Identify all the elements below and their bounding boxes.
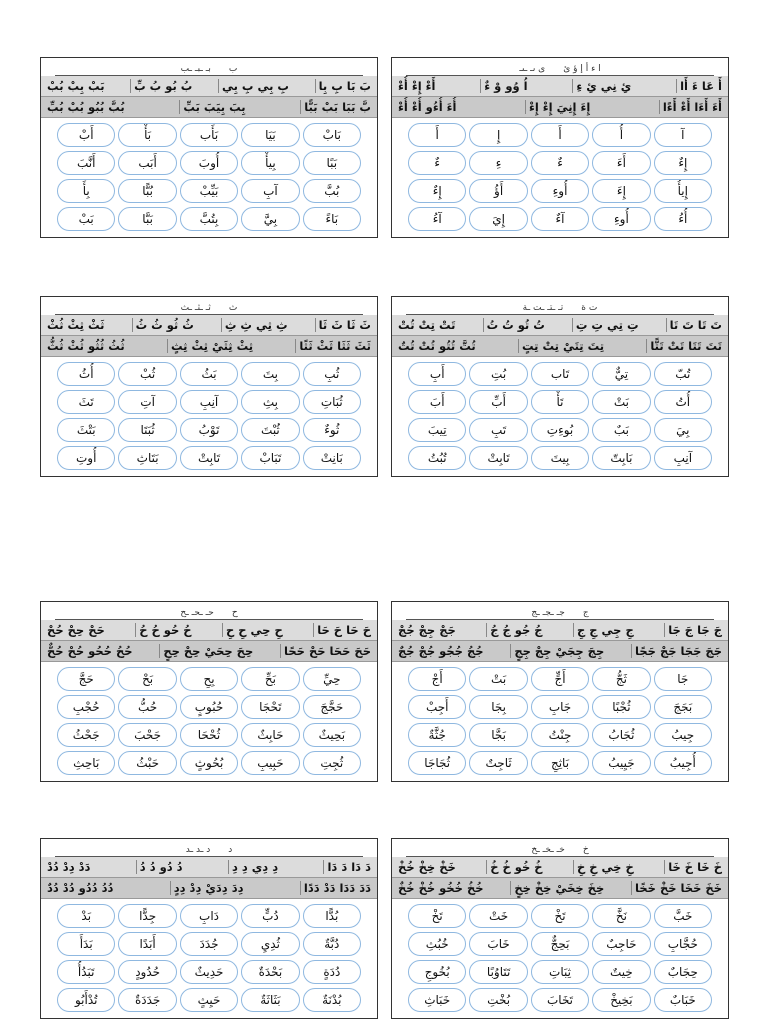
letter-card-da [40, 838, 378, 1019]
word-pill: أَبَب [118, 151, 176, 175]
letter-card-alif [391, 57, 729, 238]
word-pill: بَأَب [180, 123, 238, 147]
syllable-group: ثَ ثَا ثَ ثَا [315, 318, 374, 332]
syllable-group: ثُ ثُو ثُ ثُ [132, 318, 197, 332]
word-pill: أُوتِ [57, 446, 115, 470]
word-pill: أَجٍّ [531, 667, 589, 691]
word-pill: أَبَ [408, 390, 466, 414]
word-pill: جِنْتُ [531, 723, 589, 747]
card-heading [406, 58, 714, 76]
syllable-group: جُ جُو جُ جُ [486, 623, 545, 637]
word-pill: بُبًّا [118, 179, 176, 203]
word-pill: بَاءً [303, 207, 361, 231]
word-pill: حُدُودٍ [118, 960, 176, 984]
syllable-group: ثَثَ ثَثَا ثَثْ ثَثًا [295, 339, 374, 353]
word-pill: آءٌ [531, 207, 589, 231]
word-pill: حَبِيبِ [241, 751, 299, 775]
word-pill: تُبُتُ [408, 446, 466, 470]
word-pill: حِجَابٌ [654, 960, 712, 984]
syllable-group: أُءَ أُءُو أُءْ أُءْ [398, 100, 457, 114]
word-pill: أُثُ [57, 362, 115, 386]
syllable-row1 [41, 857, 377, 878]
word-pill: بُتِ [469, 362, 527, 386]
word-pill: بَيِّبْ [180, 179, 238, 203]
word-pill: بِيتَ [531, 446, 589, 470]
word-pill: حُجْبِ [57, 695, 115, 719]
word-pill: بَجَّا [469, 723, 527, 747]
syllable-group: بِبَ بِيَبَ بَبِّ [179, 100, 248, 114]
word-pill: أُ [592, 123, 650, 147]
word-pill: بِحِ [180, 667, 238, 691]
word-pill: حَدِيثٌ [180, 960, 238, 984]
card-heading [406, 602, 714, 620]
word-pill: تَأْ [531, 390, 589, 414]
word-pill: تَبِ [469, 418, 527, 442]
heading-letter-form: تـ ـتـ ـت ـة [522, 303, 564, 313]
word-pill: إِءَ [592, 179, 650, 203]
heading-letter-form: ج [582, 608, 589, 618]
word-pill: حَجَّجَ [303, 695, 361, 719]
heading-letter-form: ت ة [581, 303, 598, 313]
word-pill: تَاب [531, 362, 589, 386]
heading-letter-form: جـ ـجـ ـج [531, 608, 565, 618]
word-pill: بَدَأَ [57, 932, 115, 956]
word-pill: بَبٌ [592, 418, 650, 442]
word-pill: بَبَّا [118, 207, 176, 231]
word-pill: بَحِجٌّ [531, 932, 589, 956]
letter-card-tha [40, 296, 378, 477]
word-pill: حُبُوبٍ [180, 695, 238, 719]
word-pill: أَنَّبَ [57, 151, 115, 175]
word-pill: ثَجُّ [592, 667, 650, 691]
syllable-group: حِ حِي حِ حِ [222, 623, 286, 637]
syllable-group: تِتَ تِتَيْ تِتْ تِتٍ [518, 339, 607, 353]
heading-letter-form: ب [228, 64, 238, 74]
word-pill: بَدْ [57, 904, 115, 928]
heading-letter-form: خ [582, 845, 589, 855]
word-pill: بَبًا [303, 151, 361, 175]
syllable-group: خَ خَا خَ خَا [664, 860, 725, 874]
syllable-group: حِحَ حِحَيْ حِحْ حِحٍ [159, 644, 256, 658]
word-pill: أَبَدًا [118, 932, 176, 956]
syllable-group: دَدْ دِدْ دُدْ [47, 860, 91, 874]
word-pill: خِيتٌ [592, 960, 650, 984]
word-grid [41, 357, 377, 476]
heading-letter-form: ا ء أ إ ؤ ئ [563, 64, 601, 74]
word-pill: أُوبَ [180, 151, 238, 175]
syllable-group: جِ جِي جِ جِ [573, 623, 637, 637]
word-pill: بِيَّ [241, 207, 299, 231]
syllable-row2 [392, 878, 728, 899]
heading-letter-form: ث [228, 303, 238, 313]
word-pill: إِيَ [469, 207, 527, 231]
word-pill: تَخْ [531, 904, 589, 928]
syllable-group: بَّ بَبَا بَبْ بَبًّا [300, 100, 374, 114]
syllable-row1 [41, 76, 377, 97]
word-pill: ءٌ [408, 151, 466, 175]
word-pill: بَتْ [469, 667, 527, 691]
word-pill: أَ [408, 123, 466, 147]
word-pill: جُدَدَ [180, 932, 238, 956]
word-pill: آءُ [408, 207, 466, 231]
word-pill: بَثُ [180, 362, 238, 386]
card-heading [406, 839, 714, 857]
heading-letter-form: ى ىـ ـىـ [519, 64, 546, 74]
word-pill: بِثِ [241, 390, 299, 414]
word-pill: تُدْأَبُو [57, 988, 115, 1012]
word-pill: بَحْدَةٌ [241, 960, 299, 984]
syllable-group: ثِثْ ثِثَيْ ثِثْ ثِثٍ [167, 339, 256, 353]
heading-letter-form: ح [231, 608, 238, 618]
word-pill: حَاجِبٌ [592, 932, 650, 956]
word-pill: بِتَ [241, 362, 299, 386]
word-pill: بَبْ [57, 207, 115, 231]
syllable-row1 [392, 315, 728, 336]
word-pill: بَثَاثَةٌ [241, 988, 299, 1012]
word-pill: دُدَةٍ [303, 960, 361, 984]
word-pill: بُخْتِ [469, 988, 527, 1012]
word-pill: أَؤُ [469, 179, 527, 203]
word-pill: آنِبِ [180, 390, 238, 414]
word-pill: آبِ [241, 179, 299, 203]
word-pill: آتِ [118, 390, 176, 414]
word-pill: إِ [469, 123, 527, 147]
word-grid [392, 118, 728, 237]
word-pill: دُبَّةٌ [303, 932, 361, 956]
letter-card-ha [40, 601, 378, 782]
syllable-group: خَخَ خَخَا خَخْ خَخًا [631, 881, 725, 895]
card-heading [406, 297, 714, 315]
word-grid [41, 899, 377, 1018]
syllable-group: جُجُ جُجُو جُجْ جُجٌ [398, 644, 484, 658]
word-pill: خَبَّ [654, 904, 712, 928]
syllable-group: ئِ نِي ئِ ءِ [572, 79, 634, 93]
word-pill: ثُبَاتِ [303, 390, 361, 414]
word-pill: جَحْبَ [118, 723, 176, 747]
word-pill: بَاحِثِ [57, 751, 115, 775]
syllable-group: خَخْ خِخْ خُخْ [398, 860, 456, 874]
syllable-group: دِ دِي دِ دِ [228, 860, 281, 874]
word-pill: أُءُ [654, 207, 712, 231]
syllable-row2 [392, 641, 728, 662]
letter-card-ba [40, 57, 378, 238]
word-pill: بُبَّ [303, 179, 361, 203]
syllable-group: جَجَ جَجَا جَجْ جَجًا [631, 644, 725, 658]
word-pill: بُدْنَةٌ [303, 988, 361, 1012]
word-pill: حَبْثُ [118, 751, 176, 775]
word-pill: آ [654, 123, 712, 147]
syllable-group: بَ بَا بِ بِا [315, 79, 374, 93]
syllable-group: خِ خِي خِ خِ [573, 860, 637, 874]
word-pill: بِيَ [654, 418, 712, 442]
word-pill: إِيأُ [654, 179, 712, 203]
letter-card-ta [391, 296, 729, 477]
word-pill: تَتَاوُبًا [469, 960, 527, 984]
syllable-group: جَجْ جِجْ جُجْ [398, 623, 456, 637]
word-pill: ءِ [469, 151, 527, 175]
word-pill: بُوءِتِ [531, 418, 589, 442]
heading-letter-form: د [228, 845, 233, 855]
syllable-row2 [41, 878, 377, 899]
word-pill: جَا [654, 667, 712, 691]
word-pill: أَجِبْ [408, 695, 466, 719]
syllable-group: أَءْ إِءْ أُءْ [398, 79, 436, 93]
word-pill: خَابَ [469, 932, 527, 956]
word-pill: ثُجْبًا [592, 695, 650, 719]
card-heading [55, 602, 363, 620]
word-pill: ءٌ [531, 151, 589, 175]
syllable-group: دُدُ دُدُو دُدْ دُدٌ [47, 881, 114, 895]
word-pill: أُتُ [654, 390, 712, 414]
word-pill: بِأَ [57, 179, 115, 203]
word-pill: ثُجَابُ [592, 723, 650, 747]
word-pill: تِيبَ [408, 418, 466, 442]
word-pill: بُخُوجِ [408, 960, 466, 984]
syllable-group: تَ تَا تَ تَا [666, 318, 725, 332]
syllable-group: حُحُ حُحُو حُحْ حُحٌّ [47, 644, 133, 658]
word-pill: أَبِّ [469, 390, 527, 414]
card-heading [55, 839, 363, 857]
word-pill: جُثَّةٌ [408, 723, 466, 747]
word-pill: بَحِيثٌ [303, 723, 361, 747]
word-pill: ثُبْ [118, 362, 176, 386]
syllable-row2 [392, 336, 728, 357]
word-pill: أَبِ [408, 362, 466, 386]
heading-letter-form: ثـ ـثـ ـث [180, 303, 211, 313]
syllable-group: دَ دَا دَ دَا [323, 860, 374, 874]
word-pill: بَيَا [241, 123, 299, 147]
syllable-group: حُ حُو حُ حُ [135, 623, 194, 637]
syllable-group: تُتَّ تُتُو تُتْ تُتٌ [398, 339, 476, 353]
word-pill: تَوْبُ [180, 418, 238, 442]
word-pill: حُجَّابِ [654, 932, 712, 956]
syllable-group: حَحْ حِحْ حُحْ [47, 623, 105, 637]
word-pill: حَابِثٌ [241, 723, 299, 747]
card-heading [55, 58, 363, 76]
word-pill: تَخْ [408, 904, 466, 928]
word-pill: تَثَ [57, 390, 115, 414]
syllable-row2 [41, 641, 377, 662]
syllable-group: تِ تِي تِ تِ [572, 318, 642, 332]
word-grid [392, 899, 728, 1018]
word-pill: بِتُبَّ [180, 207, 238, 231]
syllable-group: خِخَ خِخَيْ خِخْ خِخٍ [510, 881, 607, 895]
syllable-group: دُ دُو دُ دُ [136, 860, 186, 874]
heading-letter-form: حـ ـحـ ـح [180, 608, 214, 618]
syllable-row2 [41, 336, 377, 357]
word-pill: ثُبَتَا [118, 418, 176, 442]
letter-card-jim [391, 601, 729, 782]
word-pill: جِيبُ [654, 723, 712, 747]
syllable-row2 [41, 97, 377, 118]
syllable-group: تَتْ تِتْ تُتْ [398, 318, 456, 332]
word-pill: نَخَّ [592, 904, 650, 928]
syllable-group: تَتَ تَتَا تَتْ تَتًّا [646, 339, 725, 353]
syllable-row1 [41, 315, 377, 336]
heading-letter-form: د ـد ـد [185, 845, 211, 855]
word-pill: آنِبِ [654, 446, 712, 470]
syllable-group: أَءَ أَءَا أَءْ أَءًا [659, 100, 725, 114]
word-pill: إِءٌ [408, 179, 466, 203]
syllable-group: بِ بِي بِ بِي [218, 79, 292, 93]
word-grid [41, 662, 377, 781]
word-pill: خَتْ [469, 904, 527, 928]
word-pill: تِيٌّ [592, 362, 650, 386]
letter-card-kha [391, 838, 729, 1019]
syllable-group: تُ تُو تُ تُ [483, 318, 548, 332]
syllable-group: بُ بُو بُ بِّ [130, 79, 195, 93]
word-pill: تَابِتْ [180, 446, 238, 470]
word-pill: ثُجِتِ [303, 751, 361, 775]
word-pill: بِيأْ [241, 151, 299, 175]
word-pill: بَابْ [303, 123, 361, 147]
word-pill: أُجِيبُ [654, 751, 712, 775]
syllable-row1 [392, 76, 728, 97]
syllable-row1 [392, 857, 728, 878]
syllable-group: بُبَّ بُبُو بُبْ بُبِّ [47, 100, 125, 114]
word-pill: بَخِيخْ [592, 988, 650, 1012]
syllable-group: حَ حَا حَ حَا [313, 623, 374, 637]
word-pill: بُحُوثٍ [180, 751, 238, 775]
word-pill: ثُبِ [303, 362, 361, 386]
word-pill: دَابِ [180, 904, 238, 928]
word-pill: أَءَ [592, 151, 650, 175]
heading-letter-form: خـ ـخـ ـخ [531, 845, 565, 855]
syllable-row1 [41, 620, 377, 641]
word-pill: جَحْثُ [57, 723, 115, 747]
word-pill: بَاثِجِ [531, 751, 589, 775]
word-pill: تَحْجَا [241, 695, 299, 719]
syllable-group: أَ عَا ءَ أَا [676, 79, 725, 93]
word-pill: حَجَّ [57, 667, 115, 691]
word-pill: تُبّ [654, 362, 712, 386]
word-pill: حُبُّ [118, 695, 176, 719]
word-pill: بَجَجَ [654, 695, 712, 719]
word-pill: ثِبَاتِ [531, 960, 589, 984]
word-pill: بَحِّ [241, 667, 299, 691]
word-pill: بَحْ [118, 667, 176, 691]
word-pill: دُبٍّ [241, 904, 299, 928]
word-pill: بَتْثَ [57, 418, 115, 442]
syllable-group: ثُثُ ثُثُو ثُثْ ثُثُّ [47, 339, 125, 353]
word-pill: حَيِثٍ [180, 988, 238, 1012]
word-pill: أُوءِ [531, 179, 589, 203]
syllable-group: دَدَ دَدَا دَدْ دَدًا [300, 881, 374, 895]
word-pill: ثُجَاجَا [408, 751, 466, 775]
syllable-group: حَحَ حَحَا حَحْ حَحًا [280, 644, 374, 658]
syllable-group: خُخُ خُخُو خُخْ خُخٌ [398, 881, 484, 895]
word-pill: ثُدِيِ [241, 932, 299, 956]
word-pill: بَابِتّ [592, 446, 650, 470]
word-pill: جَيِيبُ [592, 751, 650, 775]
syllable-group: اُ وُو وْ ءٌ [480, 79, 530, 93]
word-pill: بُدًّا [303, 904, 361, 928]
word-pill: بِجَا [469, 695, 527, 719]
word-pill: تَخَابَ [531, 988, 589, 1012]
word-pill: أَجْ [408, 667, 466, 691]
word-pill: بَتَاثِ [118, 446, 176, 470]
word-pill: ثُوءٌ [303, 418, 361, 442]
word-pill: ثَاجِتٌ [469, 751, 527, 775]
card-heading [55, 297, 363, 315]
word-grid [392, 357, 728, 476]
syllable-group: ثِ ثِي ثِ ثِ [221, 318, 291, 332]
word-pill: ثُحْحَا [180, 723, 238, 747]
syllable-group: دِدَ دِدَيْ دِدْ دِدٍ [170, 881, 247, 895]
word-grid [392, 662, 728, 781]
syllable-group: ثَثْ ثِثْ ثُثْ [47, 318, 105, 332]
syllable-row1 [392, 620, 728, 641]
word-pill: حِيِّ [303, 667, 361, 691]
word-pill: خَبَاثِ [408, 988, 466, 1012]
syllable-group: خُ خُو خُ خُ [486, 860, 545, 874]
word-pill: بَانِتْ [303, 446, 361, 470]
word-pill: خَبَابٌ [654, 988, 712, 1012]
syllable-group: إِءَ إِنِيَ إِءْ إِءْ [525, 100, 593, 114]
word-pill: إِءٌ [654, 151, 712, 175]
syllable-group: جِجَ جِجَيْ جِجْ جِجٍ [510, 644, 607, 658]
word-pill: بَتْ [592, 390, 650, 414]
word-pill: تَابِتْ [469, 446, 527, 470]
word-pill: أَبْ [57, 123, 115, 147]
word-pill: بَأْ [118, 123, 176, 147]
word-pill: أَ [531, 123, 589, 147]
word-grid [41, 118, 377, 237]
word-pill: جِدًّا [118, 904, 176, 928]
syllable-group: جَ جَا جَ جَا [664, 623, 725, 637]
word-pill: جَدَدَةٌ [118, 988, 176, 1012]
word-pill: أُوءِ [592, 207, 650, 231]
word-pill: تَبَدُأُ [57, 960, 115, 984]
syllable-group: بَبْ بِبْ بُبْ [47, 79, 105, 93]
word-pill: ثُبْتَ [241, 418, 299, 442]
heading-letter-form: بـ ـبـ ـب [180, 64, 211, 74]
word-pill: تَبَابْ [241, 446, 299, 470]
syllable-row2 [392, 97, 728, 118]
word-pill: جَابِ [531, 695, 589, 719]
word-pill: خُبُثِ [408, 932, 466, 956]
